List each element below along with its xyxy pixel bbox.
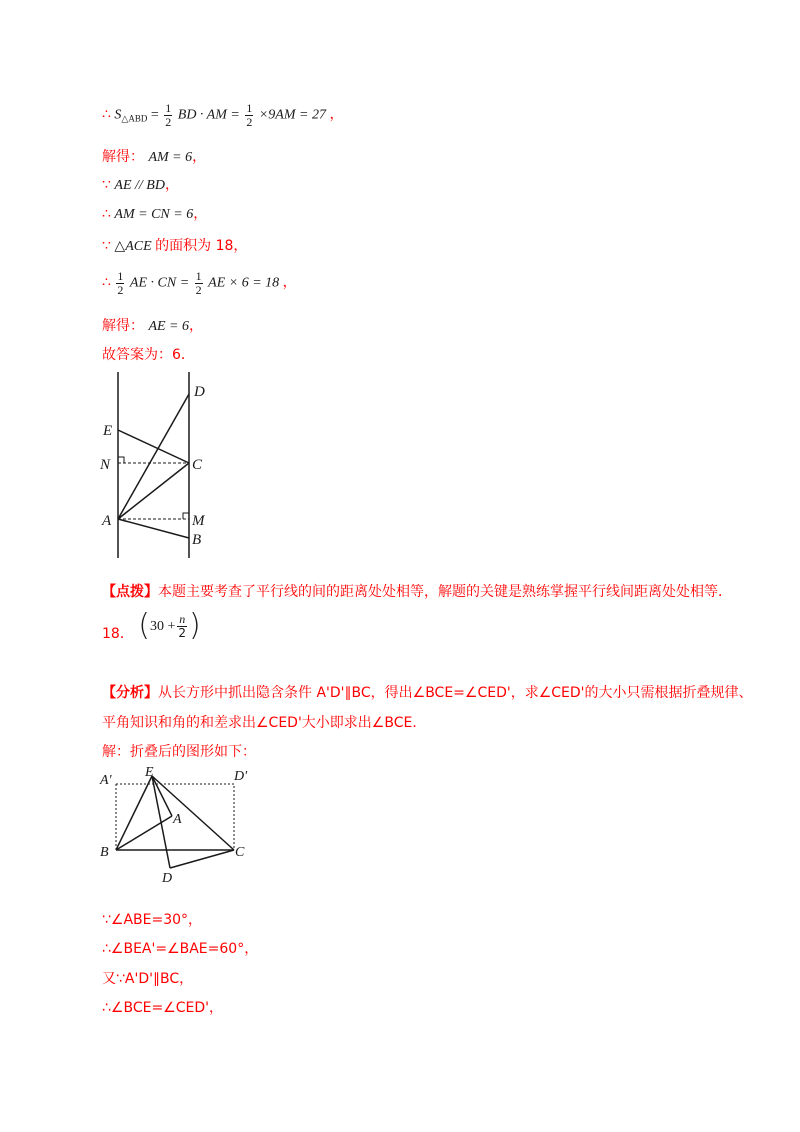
right-angle-m — [183, 513, 189, 519]
label-b: B — [192, 532, 202, 548]
segment-ab — [118, 519, 189, 538]
area-subscript: △ABD — [121, 113, 148, 124]
label-a: A — [102, 513, 112, 529]
segment-ac — [118, 463, 189, 519]
label-n: N — [100, 457, 111, 473]
solution-step-4: ∴∠BCE=∠CED'， — [102, 1000, 223, 1016]
question-18-line: 18． (30 + $\frac{n}{2}$ ) — [102, 608, 201, 643]
folded-rectangle-figure — [96, 766, 266, 886]
parallel-lines-figure — [96, 372, 216, 562]
solution-step-3: 又∵A'D'∥BC， — [102, 971, 194, 987]
line-area-equation: ∴ $\frac{1}{2}$ AE · CN = $\frac{1}{2}$ AE × 6 = 18 ， — [102, 269, 297, 297]
line-solve-am: 解得： AM = 6， — [102, 149, 207, 165]
fraction: $\frac{1}{2}$ — [165, 101, 172, 129]
label-c: C — [235, 845, 245, 860]
segment-ec — [118, 430, 189, 463]
therefore-symbol: ∴ — [102, 207, 111, 222]
right-angle-n — [118, 457, 124, 463]
line-answer: 故答案为：6． — [102, 347, 195, 363]
label-e: E — [145, 766, 154, 780]
label-a-prime: A' — [100, 773, 112, 788]
fenxi-line-1: 【分析】从长方形中抓出隐含条件 A'D'∥BC，得出∠BCE=∠CED'，求∠CED'的大小只需根据折叠规律、 — [102, 685, 753, 701]
fraction: $\frac{1}{2}$ — [246, 101, 253, 129]
solution-step-1: ∵∠ABE=30°， — [102, 912, 203, 928]
label-d: D — [162, 871, 173, 886]
dianbo-line: 【点拨】本题主要考查了平行线的间的距离处处相等，解题的关键是熟练掌握平行线间距离处处相等． — [102, 584, 732, 600]
label-d: D — [194, 384, 205, 400]
line-area-abd: ∴ $S_{\triangle ABD}$ = $\frac{1}{2}$ BD · AM = $\frac{1}{2}$ ×9AM = 27 ， — [102, 101, 344, 129]
fraction: $\frac{1}{2}$ — [117, 269, 124, 297]
label-m: M — [192, 513, 205, 529]
segment-ad — [118, 394, 189, 519]
label-d-prime: D' — [234, 769, 248, 784]
fenxi-line-2: 平角知识和角的和差求出∠CED'大小即求出∠BCE． — [102, 715, 427, 731]
area-symbol: S — [114, 107, 122, 123]
line-area-ace: ∵ △ACE 的面积为 18， — [102, 238, 248, 254]
solution-step-2: ∴∠BEA'=∠BAE=60°， — [102, 941, 259, 957]
line-ae-parallel-bd: ∵ AE // BD， — [102, 178, 179, 193]
line-am-cn: ∴ AM = CN = 6， — [102, 207, 208, 222]
solution-intro: 解：折叠后的图形如下： — [102, 744, 256, 760]
label-e: E — [103, 423, 113, 439]
segment-dc — [170, 850, 234, 868]
therefore-symbol: ∴ — [102, 107, 111, 123]
because-symbol: ∵ — [102, 239, 111, 254]
because-symbol: ∵ — [102, 178, 111, 193]
line-solve-ae: 解得： AE = 6， — [102, 318, 204, 334]
dianbo-tag: 【点拨】 — [102, 584, 158, 600]
fenxi-tag: 【分析】 — [102, 685, 158, 701]
label-a: A — [173, 812, 182, 827]
label-b: B — [100, 845, 109, 860]
segment-ea — [152, 776, 172, 816]
fraction: $\frac{1}{2}$ — [195, 269, 202, 297]
fraction: $\frac{n}{2}$ — [178, 611, 187, 640]
therefore-symbol: ∴ — [102, 275, 111, 291]
question-number: 18． — [102, 626, 134, 642]
label-c: C — [192, 457, 203, 473]
